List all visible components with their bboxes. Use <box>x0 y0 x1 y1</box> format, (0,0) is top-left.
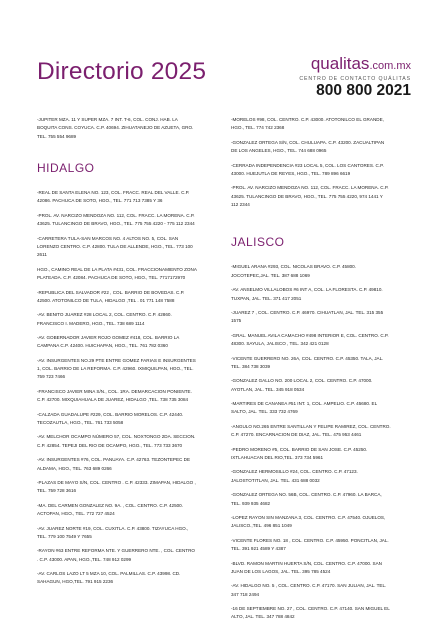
address-entry: -AV. JUAREZ NORTE #19, COL. CUXITLA. C.P. 43800. TIZAYUCA HGO., TEL. 779 100 7549 Y 7655 <box>37 525 189 539</box>
address-entry: -VICENTE FLORES NO. 18 , COL. CENTRO. C.P. 45950. PONCITLAN, JAL. TEL. 391 921 4589 Y 4387 <box>231 537 389 552</box>
address-entry: -16 DE SEPTIEMBRE NO. 27 , COL. CENTRO. C.P. 47140. SAN MIGUEL EL ALTO, JAL. TEL. 347 788 4842 <box>231 606 390 620</box>
intro-list <box>37 116 197 141</box>
address-entry: -ANGULO NO.265 ENTRE SANTILLAN Y FELIPE RAMIREZ, COL. CENTRO. C.P. 47270. ENCARNACION DE DIAZ, JAL. TEL. 475 953 4461 <box>231 423 391 438</box>
left-column <box>37 116 197 593</box>
address-entry: -AV. INSURGENTES NO.29 PTE ENTRE GOMEZ FARIAS E INSURGENTES 1, COL. BARRIO DE LA REFORMA. C.P. 42960. IXMIQUILPAN, HGO., TEL. 759 723 7466 <box>37 357 196 380</box>
address-entry: -AV. GOBERNADOR JAVIER ROJO GOMEZ #418, COL. BARRIO LA CAMPANA C.P. 42400. HUICHAPAN, HGO., TEL. 761 782 0360 <box>37 335 180 349</box>
address-entry: -GONZALEZ ORTEGA NO. 56B, COL. CENTRO. C.P. 47960. LA BARCA, TEL. 939 935 4682 <box>231 492 382 506</box>
address-entry: -PROL. AV. NARCIZO MENDOZA NO. 112, COL. FRACC. LA MORENA. C.P. 43625. TULANCINGO DE BRAVO, HGO., TEL. 775 755 4220 - 775 112 2344 <box>37 212 195 227</box>
brand-block <box>271 55 411 98</box>
address-entry: -GONZALEZ HERMOSILLO #24, COL. CENTRO. C.P. 47123. JALOSTOTITLAN, JAL. TEL. 431 688 0032 <box>231 469 358 483</box>
section-heading-jalisco: JALISCO <box>231 235 285 250</box>
brand-phone: 800 800 2021 <box>316 82 411 99</box>
brand-logo <box>271 55 411 75</box>
page-title: Directorio 2025 <box>37 58 207 85</box>
right-column <box>231 116 391 628</box>
address-entry: -CALZADA GUADALUPE #229, COL. BARRIO MORELOS. C.P. 42440. TECOZAUTLA, HGO., TEL. 761 733 5058 <box>37 411 184 425</box>
address-entry: -REPUBLICA DEL SALVADOR #22 , COL. BARRIO DE BOVEDAS. C.P. 42500. ATOTONILCO DE TULA, HIDALGO ,TEL . 01 771 148 7588 <box>37 289 185 303</box>
address-entry: -PROL. AV. NARCIZO MENDOZA NO. 112, COL. FRACC. LA MORENA. C.P. 43625. TULANCINGO DE BRAVO, HGO., TEL. 775 755 4220, 974 1441 Y 112 2344 <box>231 185 389 207</box>
address-entry: -PEDRO MORENO #5, COL. BARRIO DE SAN JOSE. C.P. 45250. IXTLAHUACAN DEL RIO,TEL. 373 734 5961 <box>231 446 368 460</box>
address-entry: -JUAREZ 7 , COL. CENTRO. C.P. 46970. CIHUATLAN, JAL. TEL. 315 355 1575 <box>231 309 384 324</box>
section-heading-hidalgo: HIDALGO <box>37 161 95 176</box>
address-entry: -MA. DEL CARMEN GONZALEZ NO. 9A. , COL. CENTRO. C.P. 42500. ACTOPAN, HGO., TEL. 772 727 4524 <box>37 502 184 517</box>
address-entry: -VICENTE GUERRERO NO. 26A, COL. CENTRO. C.P. 45350. TALA, JAL. TEL. 384 738 3039 <box>231 355 384 369</box>
address-entry: -PLAZAS DE MAYO S/N, COL. CENTRO . C.P. 42333. ZIMAPAN, HIDALGO , TEL. 759 728 3616 <box>37 480 196 494</box>
brand-domain: .com.mx <box>369 60 411 72</box>
address-entry: -CERRADA INDEPENDENCIA #23 LOCAL 5, COL. LOS CANTORES. C.P. 43000. HUEJUTLA DE REYES, HGO., TEL. 789 896 6619 <box>231 162 384 176</box>
address-entry: -CARRETERA TULA-SAN MARCOS NO. 4 ALTOS NO. 5, COL. SAN LORENZO CENTRO. C.P. 42800. TULA DE ALLENDE, HGO., TEL. 773 100 2611 <box>37 235 193 258</box>
address-entry: -AV. INSURGENTES #76, COL. PANUAYA. C.P. 42763. TEZONTEPEC DE ALDAMA, HGO., TEL. 763 689 0266 <box>37 457 191 471</box>
address-entry: -GONZALEZ ORTEGA S/N, COL. CHULUAPA. C.P. 43200. ZACUALTIPAN DE LOS ANGELES, HGO., TEL. 744 688 0965 <box>231 139 385 154</box>
address-entry: -BLVD. RAMON MARTIN HUERTA S/N, COL. CENTRO. C.P. 47000. SAN JUAN DE LOS LAGOS, JAL. TEL. 395 785 4524 <box>231 560 382 574</box>
hidalgo-continued-list <box>231 116 391 209</box>
brand-name: qualitas <box>310 54 370 73</box>
address-entry: -AV. ANSELMO VILLALOBOS #6 INT A, COL. LA FLORESTA. C.P. 49810. TUXPAN, JAL. TEL. 371 417 2051 <box>231 287 383 301</box>
address-entry: -LOPEZ RAYON SIN MANZANA 3, COL. CENTRO. C.P. 47540. OJUELOS, JALISCO.,TEL. 496 851 1049 <box>231 515 386 529</box>
address-entry: -GONZALEZ GALLO NO. 200 LOCAL 2, COL. CENTRO. C.P. 47000. AYOTLAN, JAL. TEL. 345 918 0534 <box>231 378 373 392</box>
address-entry: -JUPITER MZA. 11 Y SUPER MZA. 7 INT. T-6, COL. CONJ. HAB. LA BOQUITA CONS. COYUCA. C.P. 40694. ZIHUATANEJO DE AZUETA, GRO. TEL. 755 554 9689 <box>37 117 194 139</box>
address-entry: -MARTIRES DE CANANEA #51 INT. 1, COL. AMPELIO. C.P. 45680. EL SALTO, JAL. TEL. 333 732 4769 <box>231 401 377 415</box>
address-entry: -AV. CARLOS LAZO LT 5 MZA 10, COL. PALMILLAS. C.P. 43998. CD. SAHAGUN, HGO,TEL. 791 915 2236 <box>37 571 181 585</box>
address-entry: -RAYON #63 ENTRE REFORMA NTE. Y GUERRERO NTE. , COL. CENTRO . C.P. 43000. APAN, HGO.,TEL. 748 912 0299 <box>37 548 195 562</box>
address-entry: -MIGUEL ARANA #293, COL. NICOLAS BRAVO. C.P. 45800. JOCOTEPEC,JAL. TEL. 387 688 1069 <box>231 264 357 278</box>
address-entry: -REAL DE SANTA ELENA NO. 123, COL. FRACC. REAL DEL VALLE. C.P. 42086. PACHUCA DE SOTO, HGO., TEL. 771 713 7385 Y 36 <box>37 190 190 204</box>
address-entry: -AV. BENITO JUAREZ #28 LOCAL 2, COL. CENTRO. C.P. 42860. FRANCISCO I. MADERO, HGO., TEL. 738 689 1114 <box>37 312 172 326</box>
jalisco-list <box>231 263 391 621</box>
address-entry: HGO., CAMINO REAL DE LA PLATA #431, COL. FRACCIONAMIENTO ZONA PLATEADA. C.P. 42084. PACHUCA DE SOTO, HGO., TEL. 7717172970 <box>37 266 197 281</box>
brand-subtitle: CENTRO DE CONTACTO QUÁLITAS <box>299 76 411 82</box>
address-entry: -MORELOS #98, COL. CENTRO. C.P. 43000. ATOTONILCO EL GRANDE, HGO., TEL. 774 742 2368 <box>231 117 384 131</box>
hidalgo-list <box>37 189 197 587</box>
address-entry: -AV. MELCHOR OCAMPO NÚMERO 57, COL. NOXTONGO 2DA. SECCION. C.P. 42854. TEPEJI DEL RIO DE OCAMPO, HGO., TEL. 773 733 3670 <box>37 434 196 448</box>
address-entry: -GRAL. MANUEL AVILA CAMACHO #498 INTERIOR E, COL. CENTRO. C.P. 48300. SAYULA, JALISCO , TEL. 342 421 0128 <box>231 332 389 347</box>
address-entry: -AV. HIDALGO NO. 5 , COL. CENTRO. C.P. 47170. SAN JULIAN, JAL. TEL. 347 718 2494 <box>231 583 387 597</box>
address-entry: -FRANCISCO JAVIER MINA S/N., COL. 1RA. DEMARCACION PONIENTE. C.P. 42700. MIXQUIAHUALA DE JUAREZ, HIDALGO ,TEL. 738 735 3084 <box>37 388 192 403</box>
